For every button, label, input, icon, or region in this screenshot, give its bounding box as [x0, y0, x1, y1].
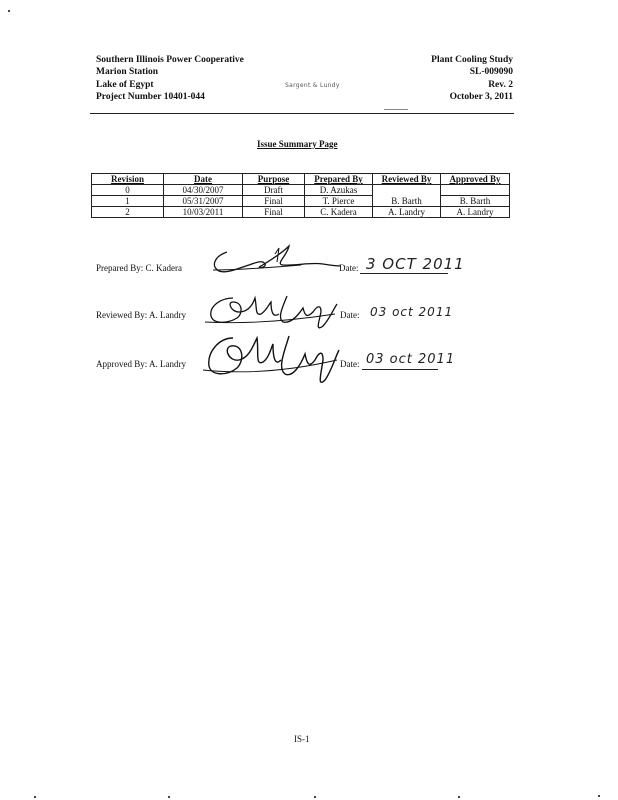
reviewed-by-name: A. Landry [149, 310, 187, 320]
prepared-by-name: C. Kadera [145, 263, 182, 273]
table-cell: 05/31/2007 [164, 196, 243, 207]
approved-date-label: Date: [340, 359, 360, 369]
table-cell-text: A. Landry [385, 207, 428, 218]
scan-artifact [598, 795, 600, 797]
issue-summary-table [91, 173, 510, 218]
approved-by-label: Approved By: [96, 359, 148, 369]
table-cell: 04/30/2007 [164, 185, 243, 196]
table-row [92, 207, 510, 218]
header-left [96, 54, 244, 103]
header-project-number: Project Number 10401-044 [96, 91, 205, 102]
scan-artifact [8, 10, 10, 12]
header-doc-number: SL-009090 [469, 67, 513, 78]
reviewed-by-line [96, 310, 186, 320]
col-approved-by: Approved By [441, 174, 510, 185]
table-cell [441, 185, 510, 196]
table-cell: Draft [243, 185, 305, 196]
col-revision: Revision [92, 174, 164, 185]
header-mark [384, 109, 408, 110]
header-study-title: Plant Cooling Study [431, 55, 513, 65]
table-cell: A. Landry [441, 207, 510, 218]
header-station: Marion Station [96, 67, 159, 78]
signature-kadera [205, 244, 345, 278]
prepared-date-underline [360, 273, 448, 274]
table-cell: D. Azukas [305, 185, 373, 196]
prepared-date-value: 3 OCT 2011 [366, 255, 465, 273]
table-row [92, 185, 510, 196]
approved-by-name: A. Landry [149, 359, 187, 369]
signature-landry-approved [201, 330, 341, 394]
table-cell [373, 185, 441, 196]
table-row [92, 196, 510, 207]
approved-date-underline [362, 369, 438, 370]
scan-artifact [458, 796, 460, 798]
prepared-date-label: Date: [339, 263, 359, 273]
prepared-by-line [96, 263, 182, 273]
col-purpose: Purpose [243, 174, 305, 185]
table-cell: T. Pierce [305, 196, 373, 207]
table-cell: 1 [92, 196, 164, 207]
scan-artifact [34, 796, 36, 798]
header-org: Southern Illinois Power Cooperative [96, 55, 244, 65]
reviewed-by-label: Reviewed By: [96, 310, 148, 320]
reviewed-date-value: 03 oct 2011 [370, 305, 454, 319]
scan-artifact [168, 796, 170, 798]
col-reviewed-by: Reviewed By [373, 174, 441, 185]
page-title: Issue Summary Page [257, 139, 338, 149]
table-cell: B. Barth [441, 196, 510, 207]
scan-artifact [314, 796, 316, 798]
header-right [431, 54, 513, 103]
prepared-by-label: Prepared By: [96, 263, 144, 273]
company-logo: Sargent & Lundy [285, 82, 340, 89]
page-number: IS-1 [294, 734, 310, 744]
header-location: Lake of Egypt [96, 79, 154, 90]
table-cell [373, 207, 441, 218]
header-revision: Rev. 2 [488, 79, 513, 90]
table-cell: 10/03/2011 [164, 207, 243, 218]
table-cell: 0 [92, 185, 164, 196]
table-cell: Final [243, 196, 305, 207]
table-cell: 2 [92, 207, 164, 218]
approved-date-value: 03 oct 2011 [366, 352, 456, 367]
table-cell: B. Barth [373, 196, 441, 207]
col-date: Date [164, 174, 243, 185]
table-cell: Final [243, 207, 305, 218]
col-prepared-by: Prepared By [305, 174, 373, 185]
table-header-row [92, 174, 510, 185]
header-date: October 3, 2011 [449, 91, 513, 102]
approved-by-line [96, 359, 186, 369]
table-cell: C. Kadera [305, 207, 373, 218]
header-divider [90, 113, 514, 114]
reviewed-date-label: Date: [340, 310, 360, 320]
